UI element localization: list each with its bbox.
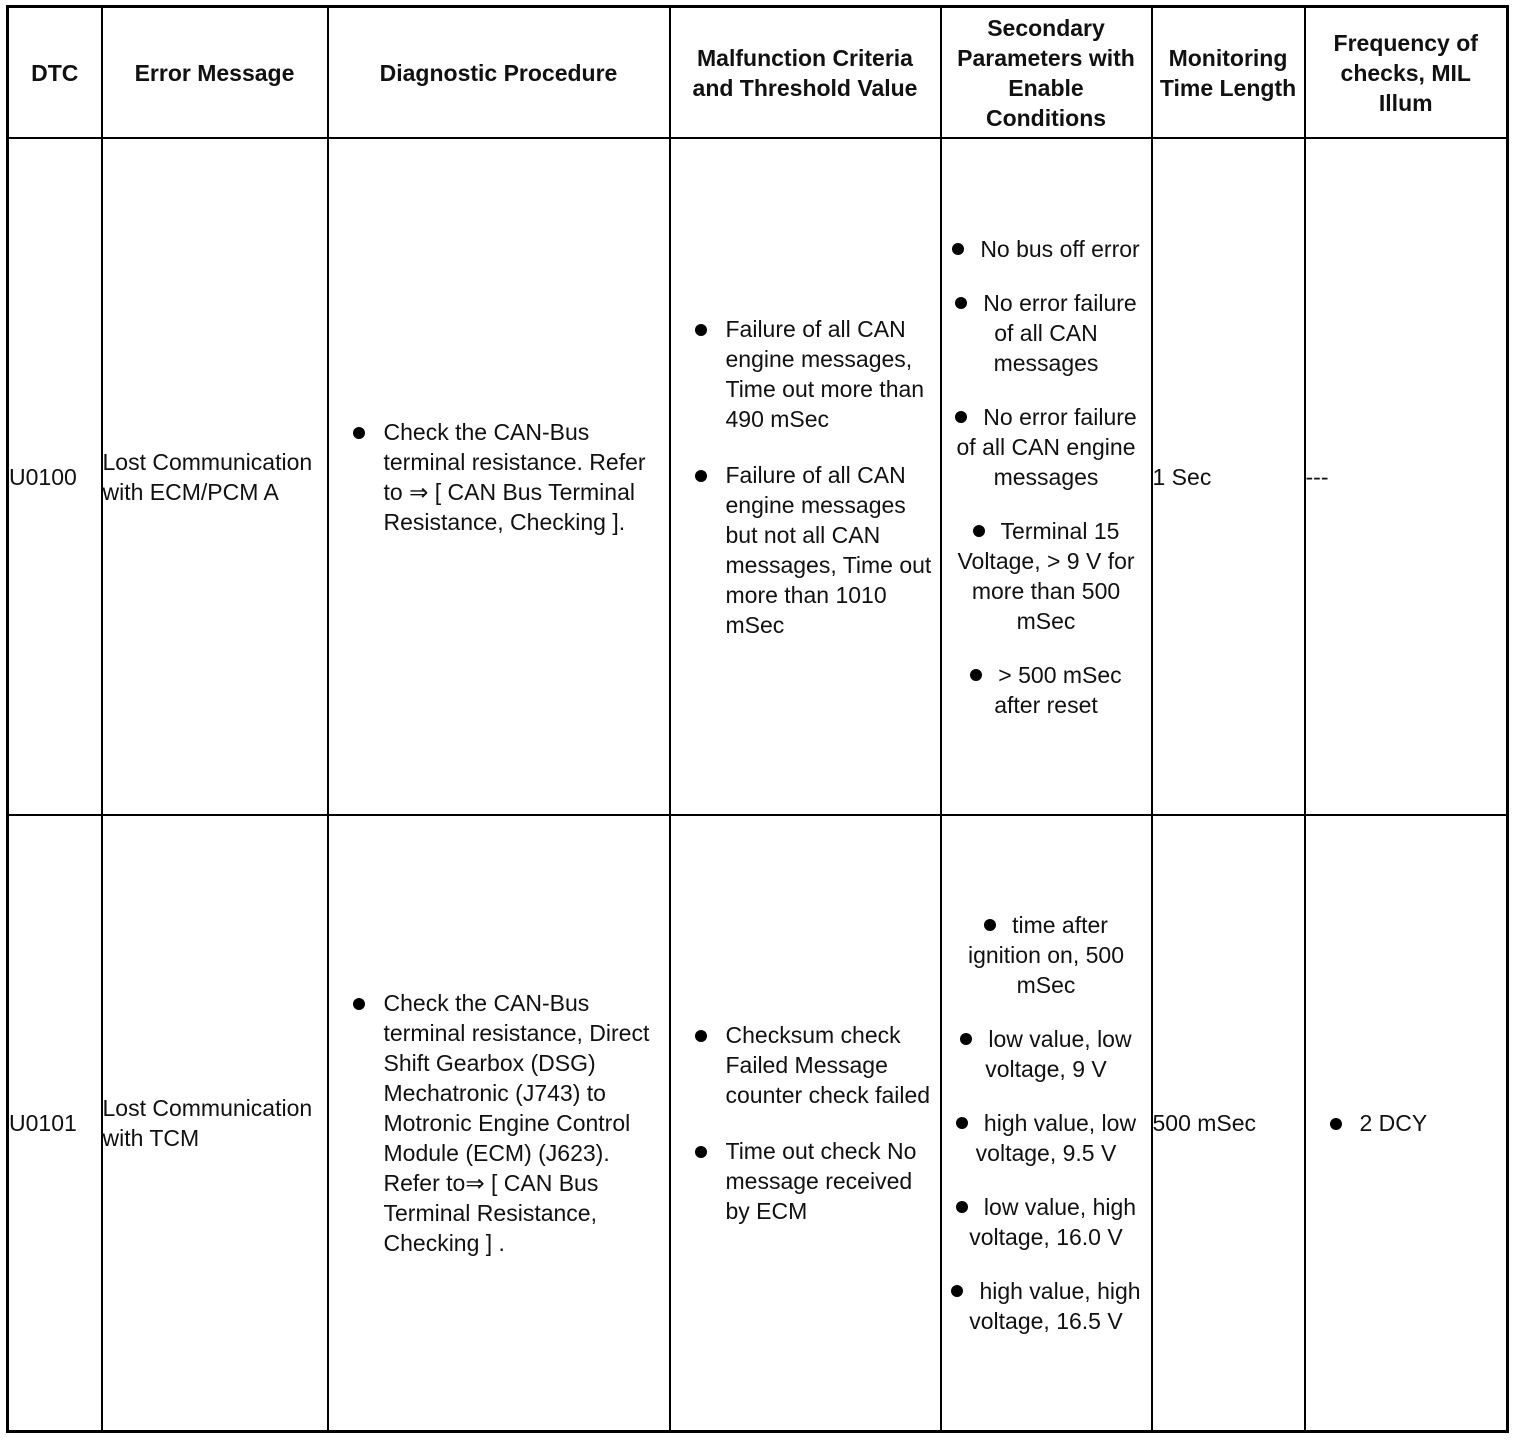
- bullet-icon: [695, 324, 707, 336]
- bullet-icon: [955, 411, 967, 423]
- bullet-icon: [970, 669, 982, 681]
- bullet-icon: [955, 297, 967, 309]
- list-item: No error failure of all CAN engine messages: [956, 403, 1137, 490]
- bullet-icon: [353, 427, 365, 439]
- list-item: time after ignition on, 500 mSec: [967, 912, 1124, 998]
- diagnostic-procedure: [328, 815, 670, 1432]
- bullet-icon: [1330, 1118, 1342, 1130]
- list-item: high value, high voltage, 16.5 V: [942, 1276, 1151, 1336]
- list-item: No error failure of all CAN messages: [942, 288, 1151, 378]
- bullet-icon: [952, 243, 964, 255]
- bullet-icon: [956, 1201, 968, 1213]
- header-error-message: Error Message: [102, 7, 328, 139]
- secondary-parameters: [941, 138, 1152, 815]
- table-row: [8, 815, 1508, 1432]
- list-item: Failure of all CAN engine messages, Time out more than 490 mSec: [671, 314, 940, 434]
- list-item: low value, low voltage, 9 V: [942, 1024, 1151, 1084]
- header-dtc: DTC: [8, 7, 102, 139]
- list-item: > 500 mSec after reset: [942, 660, 1151, 720]
- dtc-code: U0100: [8, 138, 102, 815]
- frequency: ---: [1305, 138, 1508, 815]
- list-item: low value, high voltage, 16.0 V: [942, 1192, 1151, 1252]
- dtc-table: [6, 5, 1509, 1433]
- list-item: Check the CAN-Bus terminal resistance, Direct Shift Gearbox (DSG) Mechatronic (J743) to Motronic Engine Control Module (ECM) (J623). Refer to⇒ [ CAN Bus Terminal Resistance, Checking ] .: [329, 988, 669, 1258]
- header-monitoring-time: Monitoring Time Length: [1152, 7, 1305, 139]
- bullet-icon: [695, 1030, 707, 1042]
- bullet-icon: [973, 525, 985, 537]
- bullet-icon: [956, 1117, 968, 1129]
- list-item: No bus off error: [942, 234, 1151, 264]
- bullet-icon: [353, 998, 365, 1010]
- dtc-code: U0101: [8, 815, 102, 1432]
- list-item: Checksum check Failed Message counter check failed: [671, 1020, 940, 1110]
- header-diagnostic-procedure: Diagnostic Procedure: [328, 7, 670, 139]
- diagnostic-procedure: [328, 138, 670, 815]
- error-message: Lost Communication with ECM/PCM A: [102, 138, 328, 815]
- bullet-icon: [695, 470, 707, 482]
- bullet-icon: [984, 919, 996, 931]
- header-malfunction-criteria: Malfunction Criteria and Threshold Value: [670, 7, 941, 139]
- list-item: Failure of all CAN engine messages but not all CAN messages, Time out more than 1010 mSec: [671, 460, 940, 640]
- list-item: Time out check No message received by ECM: [671, 1136, 940, 1226]
- list-item: high value, low voltage, 9.5 V: [942, 1108, 1151, 1168]
- list-item: 2 DCY: [1306, 1108, 1507, 1138]
- list-item: Terminal 15 Voltage, > 9 V for more than 500 mSec: [957, 517, 1135, 634]
- monitoring-time: 1 Sec: [1152, 138, 1305, 815]
- header-row: [8, 7, 1508, 139]
- malfunction-criteria: [670, 815, 941, 1432]
- bullet-icon: [951, 1285, 963, 1297]
- list-item: Check the CAN-Bus terminal resistance. Refer to ⇒ [ CAN Bus Terminal Resistance, Checking ].: [329, 417, 669, 537]
- bullet-icon: [960, 1033, 972, 1045]
- header-secondary-parameters: Secondary Parameters with Enable Conditions: [941, 7, 1152, 139]
- frequency: [1305, 815, 1508, 1432]
- table-row: [8, 138, 1508, 815]
- monitoring-time: 500 mSec: [1152, 815, 1305, 1432]
- bullet-icon: [695, 1146, 707, 1158]
- error-message: Lost Communication with TCM: [102, 815, 328, 1432]
- malfunction-criteria: [670, 138, 941, 815]
- secondary-parameters: [941, 815, 1152, 1432]
- header-frequency: Frequency of checks, MIL Illum: [1305, 7, 1508, 139]
